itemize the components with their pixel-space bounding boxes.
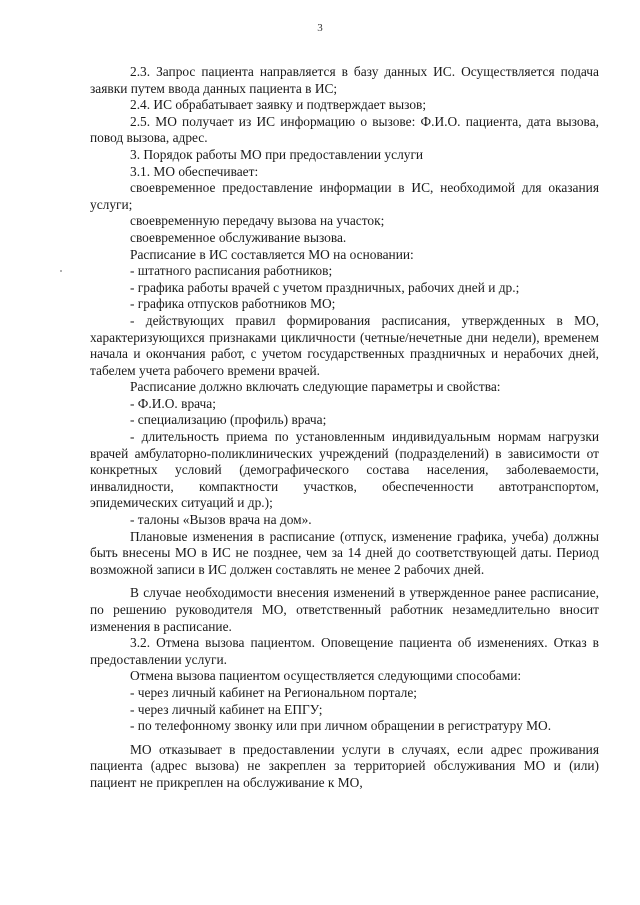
scan-speck [60,270,62,272]
paragraph-p3: 2.5. МО получает из ИС информацию о вызове: Ф.И.О. пациента, дата вызова, повод вызова, адрес. [90,113,599,146]
paragraph-p15: - Ф.И.О. врача; [130,395,216,411]
paragraph-p25: - по телефонному звонку или при личном обращении в регистратуру МО. [130,718,552,734]
paragraph-p21: 3.2. Отмена вызова пациентом. Оповещение пациента об изменениях. Отказ в предоставлении услуги. [90,635,599,667]
paragraph-p18: - талоны «Вызов врача на дом». [130,512,312,528]
paragraph-p24: - через личный кабинет на ЕПГУ; [130,701,323,717]
paragraph-p22: Отмена вызова пациентом осуществляется следующими способами: [130,668,522,684]
paragraph-p16: - специализацию (профиль) врача; [130,412,327,428]
paragraph-p14: Расписание должно включать следующие параметры и свойства: [130,379,501,395]
document-body [90,64,599,792]
paragraph-p20: В случае необходимости внесения изменений в утвержденное ранее расписание, по решению руководителя МО, ответственный работник незамедлительно вносит изменения в расписание. [90,585,599,634]
paragraph-p4: 3. Порядок работы МО при предоставлении услуги [130,146,424,162]
paragraph-p8: своевременное обслуживание вызова. [130,229,347,245]
paragraph-p10: - штатного расписания работников; [130,263,333,279]
paragraph-p26: МО отказывает в предоставлении услуги в случаях, если адрес проживания пациента (адрес вызова) не закреплен за территорией обслуживания МО и (или) пациент не прикреплен на обслуживание к МО, [90,741,599,790]
paragraph-p6: своевременное предоставление информации в ИС, необходимой для оказания услуги; [90,180,599,212]
paragraph-p1: 2.3. Запрос пациента направляется в базу данных ИС. Осуществляется подача заявки путем ввода данных пациента в ИС; [90,64,599,96]
paragraph-p5: 3.1. МО обеспечивает: [130,163,259,179]
paragraph-p12: - графика отпусков работников МО; [130,296,336,312]
paragraph-p7: своевременную передачу вызова на участок; [130,213,385,229]
paragraph-p9: Расписание в ИС составляется МО на основании: [130,246,414,262]
paragraph-p23: - через личный кабинет на Региональном портале; [130,684,417,700]
paragraph-p13: - действующих правил формирования расписания, утвержденных в МО, характеризующихся признаками цикличности (четные/нечетные дни недели), временем начала и окончания работ, с учетом государственных праздничных и нерабочих дней, табелем учета рабочего времени врачей. [90,312,599,378]
paragraph-p2: 2.4. ИС обрабатывает заявку и подтверждает вызов; [130,97,427,113]
paragraph-p11: - графика работы врачей с учетом праздничных, рабочих дней и др.; [130,279,520,295]
paragraph-p17: - длительность приема по установленным индивидуальным нормам нагрузки врачей амбулаторно-поликлинических учреждений (подразделений) в зависимости от конкретных условий (демографического состава населения, заболеваемости, инвалидности, компактности участков, обеспеченности автотранспортом, эпидемических ситуаций и др.); [90,429,599,511]
paragraph-p19: Плановые изменения в расписание (отпуск, изменение графика, учеба) должны быть внесены МО в ИС не позднее, чем за 14 дней до соответствующей даты. Период возможной записи в ИС должен составлять не менее 2 рабочих дней. [90,528,599,577]
page-number: 3 [317,22,323,34]
